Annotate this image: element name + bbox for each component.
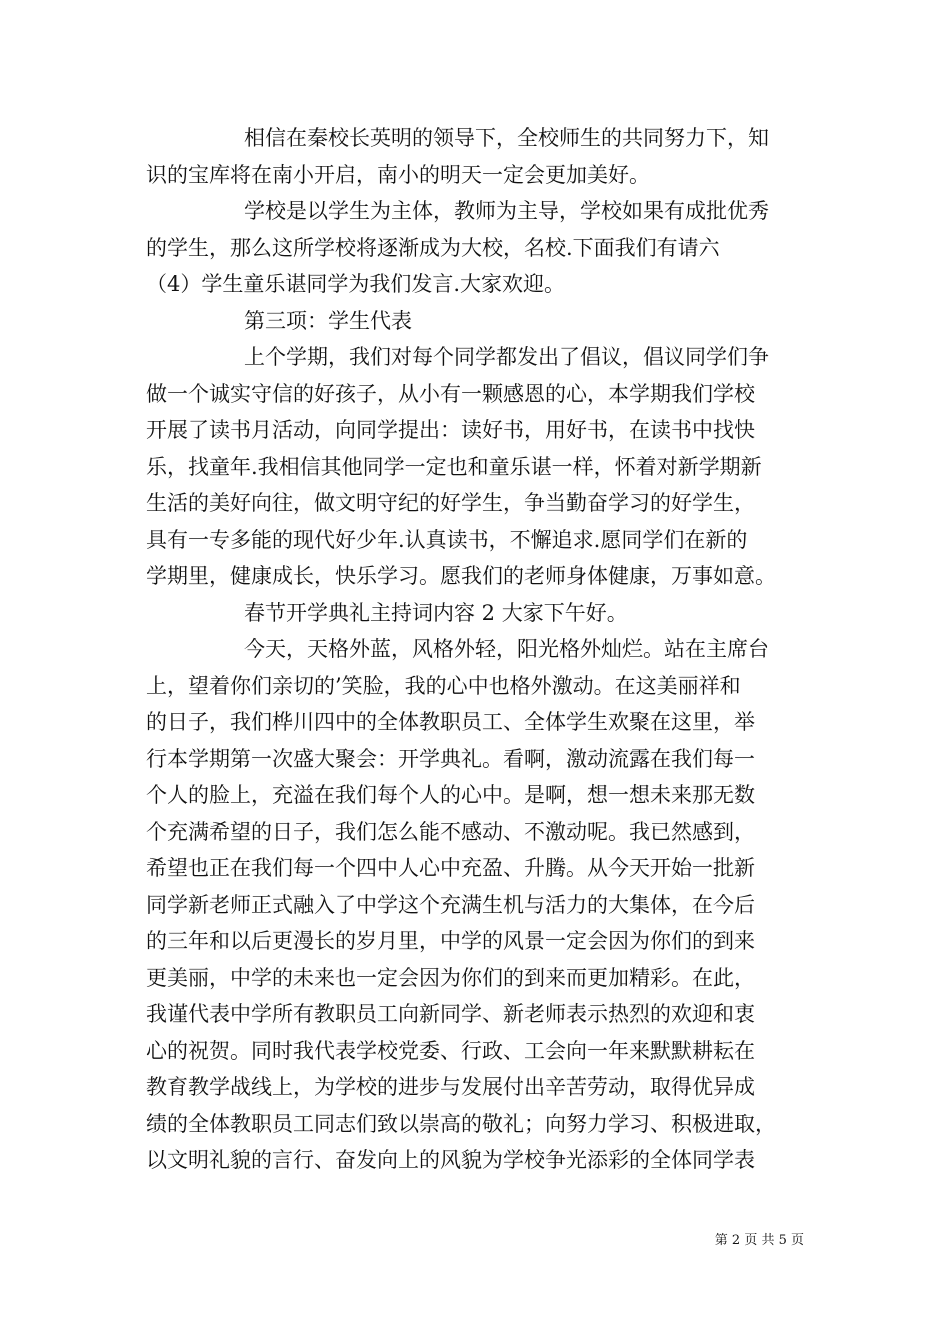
- text-line: 相信在秦校长英明的领导下，全校师生的共同努力下，知: [244, 126, 769, 150]
- text-line: 希望也正在我们每一个四中人心中充盈、升腾。从今天开始一批新: [146, 856, 755, 880]
- text-line: 开展了读书月活动，向同学提出：读好书，用好书，在读书中找快: [146, 418, 755, 442]
- text-line: 绩的全体教职员工同志们致以崇高的敬礼；向努力学习、积极进取，: [146, 1111, 776, 1136]
- text-line: 个人的脸上，充溢在我们每个人的心中。是啊，想一想未来那无数: [146, 783, 755, 807]
- text-line: 学期里，健康成长，快乐学习。愿我们的老师身体健康，万事如意。: [146, 564, 776, 588]
- text-line: 具有一专多能的现代好少年.认真读书，不懈追求.愿同学们在新的: [146, 527, 748, 552]
- text-line: 第三项：学生代表: [244, 308, 412, 333]
- text-line: 春节开学典礼主持词内容 2 大家下午好。: [244, 600, 628, 625]
- text-line: 做一个诚实守信的好孩子，从小有一颗感恩的心，本学期我们学校: [146, 381, 755, 406]
- text-line: 教育教学战线上，为学校的进步与发展付出辛苦劳动，取得优异成: [146, 1075, 755, 1099]
- text-line: 学校是以学生为主体，教师为主导，学校如果有成批优秀: [244, 199, 769, 223]
- document-body: [146, 120, 816, 1179]
- text-line: 今天，天格外蓝，风格外轻，阳光格外灿烂。站在主席台: [244, 637, 769, 661]
- text-line: 的日子，我们桦川四中的全体教职员工、全体学生欢聚在这里，举: [146, 710, 755, 734]
- text-line: 行本学期第一次盛大聚会：开学典礼。看啊，激动流露在我们每一: [146, 746, 755, 771]
- text-line: 识的宝库将在南小开启，南小的明天一定会更加美好。: [146, 162, 650, 187]
- text-line: 的三年和以后更漫长的岁月里，中学的风景一定会因为你们的到来: [146, 929, 755, 953]
- text-line: 生活的美好向往，做文明守纪的好学生，争当勤奋学习的好学生，: [146, 491, 755, 515]
- text-line: 乐，找童年.我相信其他同学一定也和童乐谌一样，怀着对新学期新: [146, 454, 762, 479]
- text-line: 更美丽，中学的未来也一定会因为你们的到来而更加精彩。在此，: [146, 965, 755, 990]
- text-line: 心的祝贺。同时我代表学校党委、行政、工会向一年来默默耕耘在: [146, 1038, 755, 1063]
- text-line: （4）学生童乐谌同学为我们发言.大家欢迎。: [146, 272, 566, 296]
- text-line: 我谨代表中学所有教职员工向新同学、新老师表示热烈的欢迎和衷: [146, 1002, 755, 1026]
- text-line: 的学生，那么这所学校将逐渐成为大校，名校.下面我们有请六: [146, 235, 720, 260]
- text-line: 上个学期，我们对每个同学都发出了倡议，倡议同学们争: [244, 345, 769, 369]
- text-line: 上，望着你们亲切的’笑脸，我的心中也格外激动。在这美丽祥和: [146, 673, 741, 698]
- text-line: 同学新老师正式融入了中学这个充满生机与活力的大集体，在今后: [146, 892, 755, 917]
- text-line: 以文明礼貌的言行、奋发向上的风貌为学校争光添彩的全体同学表: [146, 1148, 755, 1172]
- page-number-footer: 第 2 页 共 5 页: [714, 1233, 804, 1248]
- text-line: 个充满希望的日子，我们怎么能不感动、不激动呢。我已然感到，: [146, 819, 755, 844]
